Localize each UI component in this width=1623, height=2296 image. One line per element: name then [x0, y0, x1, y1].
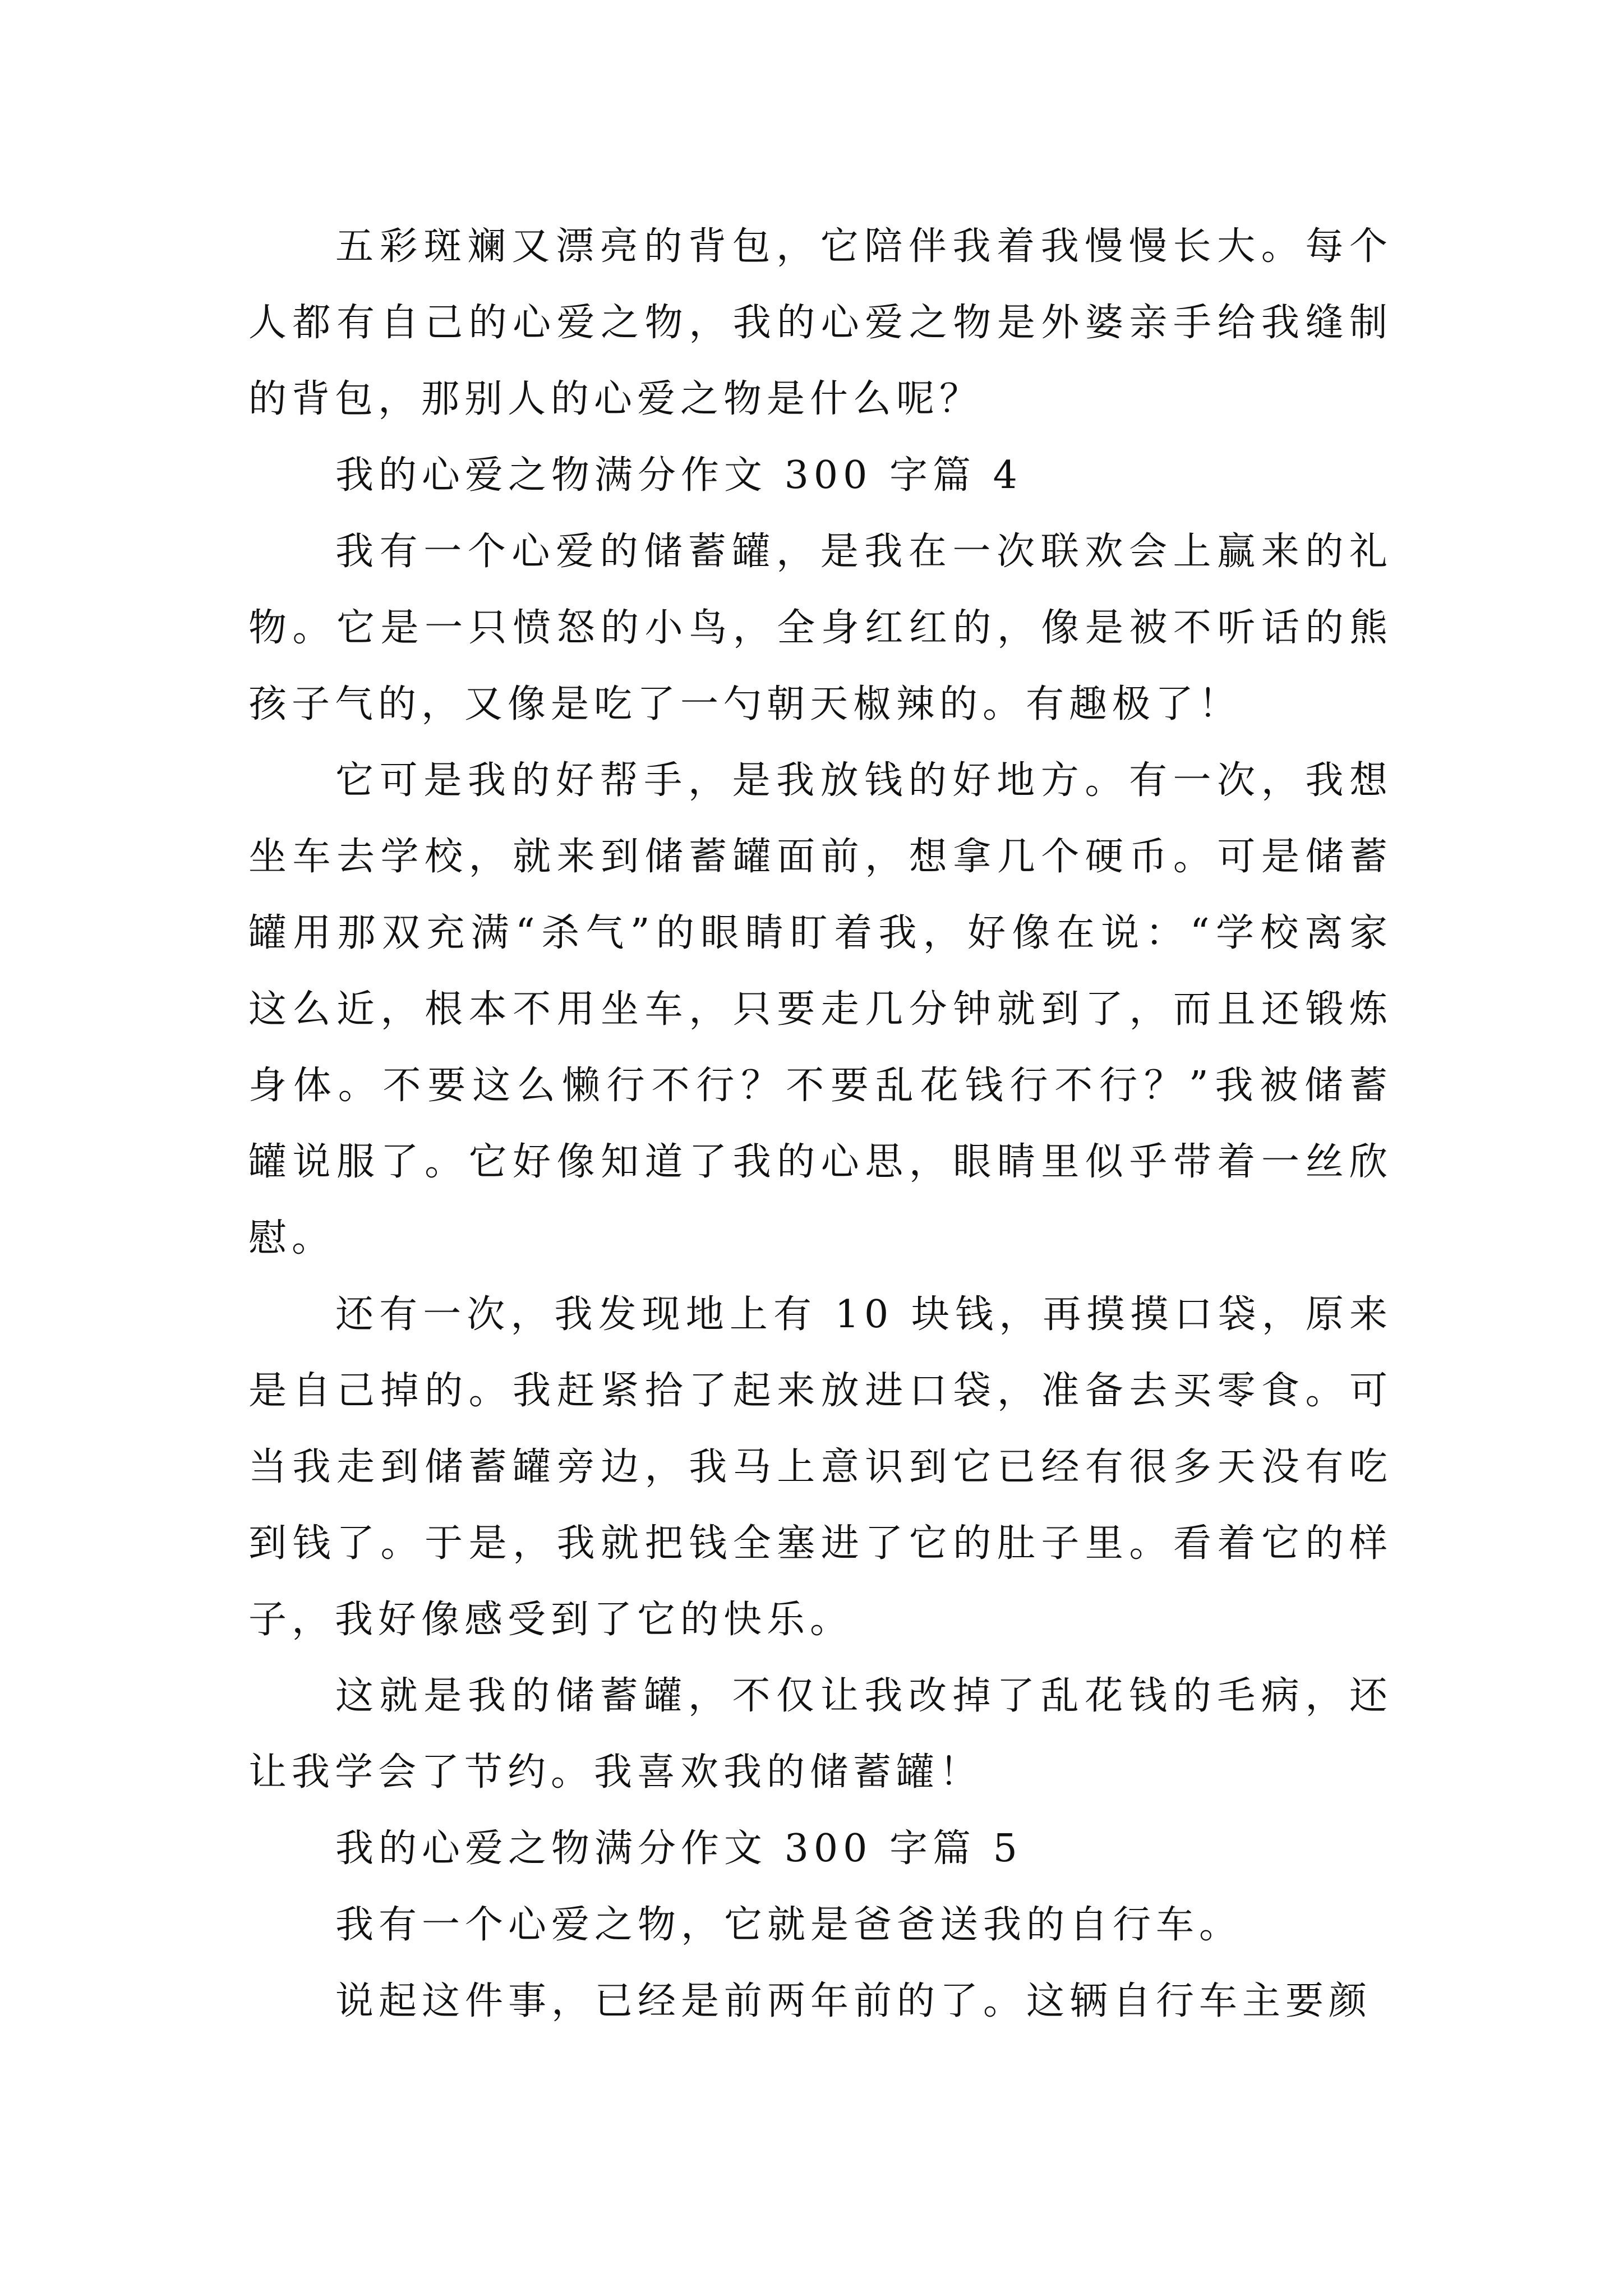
- paragraph-bicycle-story: 说起这件事，已经是前两年前的了。这辆自行车主要颜: [335, 1979, 1372, 2023]
- paragraph-bicycle-intro: 我有一个心爱之物，它就是爸爸送我的自行车。: [335, 1903, 1243, 1947]
- paragraph-piggy-bank-conclusion: 这就是我的储蓄罐，不仅让我改掉了乱花钱的毛病，还让我学会了节约。我喜欢我的储蓄罐！: [248, 1674, 1393, 1795]
- paragraph-ten-yuan: 还有一次，我发现地上有 10 块钱，再摸摸口袋，原来是自己掉的。我赶紧拾了起来放进口袋，准备去买零食。可当我走到储蓄罐旁边，我马上意识到它已经有很多天没有吃到钱了。于是，我就把钱全塞进了它的肚子里。看着它的样子，我好像感受到了它的快乐。: [248, 1292, 1393, 1642]
- paragraph-piggy-bank-intro: 我有一个心爱的储蓄罐，是我在一次联欢会上赢来的礼物。它是一只愤怒的小鸟，全身红红的，像是被不听话的熊孩子气的，又像是吃了一勺朝天椒辣的。有趣极了！: [248, 530, 1393, 726]
- section-heading-5: 我的心爱之物满分作文 300 字篇 5: [335, 1826, 1022, 1871]
- section-heading-4: 我的心爱之物满分作文 300 字篇 4: [335, 453, 1022, 498]
- document-body: [248, 209, 1393, 2040]
- paragraph-piggy-bank-helper: 它可是我的好帮手，是我放钱的好地方。有一次，我想坐车去学校，就来到储蓄罐面前，想拿几个硬币。可是储蓄罐用那双充满“杀气”的眼睛盯着我，好像在说：“学校离家这么近，根本不用坐车，只要走几分钟就到了，而且还锻炼身体。不要这么懒行不行？不要乱花钱行不行？”我被储蓄罐说服了。它好像知道了我的心思，眼睛里似乎带着一丝欣慰。: [248, 758, 1393, 1260]
- paragraph-backpack-ending: 五彩斑斓又漂亮的背包，它陪伴我着我慢慢长大。每个人都有自己的心爱之物，我的心爱之物是外婆亲手给我缝制的背包，那别人的心爱之物是什么呢？: [248, 224, 1393, 421]
